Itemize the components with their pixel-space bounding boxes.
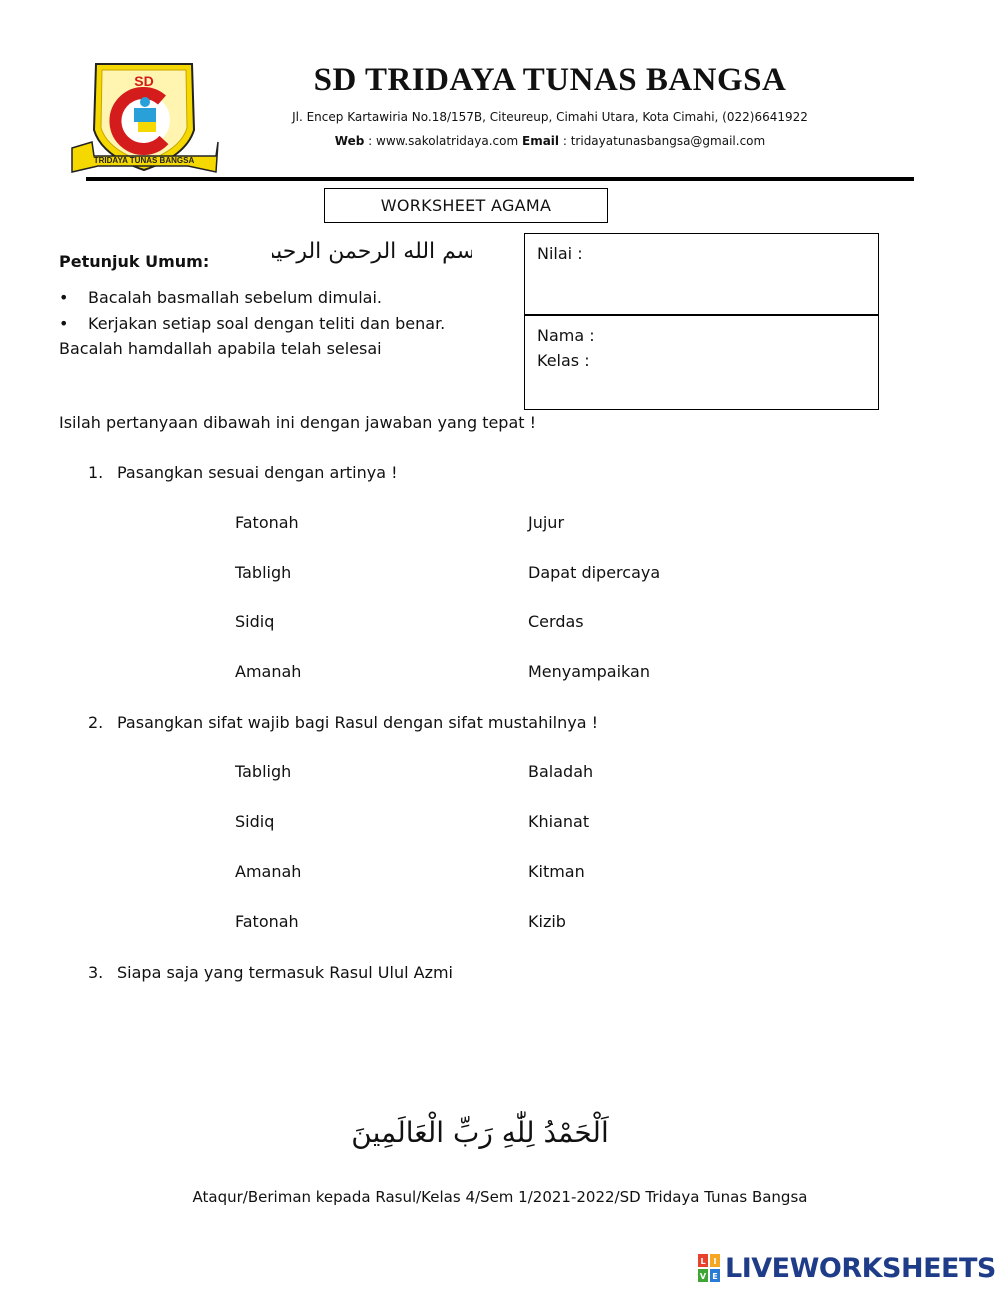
liveworksheets-logo-icon: [697, 1253, 721, 1283]
question-3: [88, 963, 453, 982]
instruction-bullet: • Kerjakan setiap soal dengan teliti dan benar.: [59, 314, 446, 333]
question-text: Pasangkan sesuai dengan artinya !: [117, 463, 398, 482]
main-instruction: Isilah pertanyaan dibawah ini dengan jawaban yang tepat !: [59, 413, 537, 432]
match-right-item[interactable]: Kizib: [528, 912, 566, 931]
match-right-item[interactable]: Kitman: [528, 862, 585, 881]
bullet-text: Kerjakan setiap soal dengan teliti dan benar.: [88, 314, 446, 333]
school-contact: [230, 134, 870, 148]
hamdalah-text: اَلْحَمْدُ لِلّٰهِ رَبِّ الْعَالَمِينَ: [351, 1116, 609, 1149]
web-value: : www.sakolatridaya.com: [368, 134, 519, 148]
bullet-text: Bacalah basmallah sebelum dimulai.: [88, 288, 383, 307]
match-left-item[interactable]: Tabligh: [235, 563, 292, 582]
school-name: SD TRIDAYA TUNAS BANGSA: [313, 62, 787, 98]
match-right-item[interactable]: Cerdas: [528, 612, 584, 631]
school-logo: [68, 60, 220, 180]
svg-text:I: I: [713, 1257, 717, 1266]
svg-text:E: E: [712, 1272, 718, 1281]
petunjuk-label: Petunjuk Umum:: [59, 252, 210, 271]
logo-initials: SD: [134, 73, 154, 89]
liveworksheets-brand[interactable]: [697, 1252, 996, 1284]
question-number: 1.: [88, 463, 104, 482]
svg-text:L: L: [700, 1257, 706, 1266]
match-right-item[interactable]: Khianat: [528, 812, 590, 831]
instruction-bullet: • Bacalah basmallah sebelum dimulai.: [59, 288, 383, 307]
question-text: Pasangkan sifat wajib bagi Rasul dengan sifat mustahilnya !: [117, 713, 599, 732]
match-right-item[interactable]: Jujur: [528, 513, 565, 532]
match-left-item[interactable]: Amanah: [235, 662, 302, 681]
nama-label: Nama :: [537, 326, 595, 345]
logo-banner: TRIDAYA TUNAS BANGSA: [93, 156, 195, 165]
email-value: : tridayatunasbangsa@gmail.com: [562, 134, 766, 148]
school-address: Jl. Encep Kartawiria No.18/157B, Citeureup, Cimahi Utara, Kota Cimahi, (022)6641922: [292, 110, 808, 124]
match-left-item[interactable]: Tabligh: [235, 762, 292, 781]
nilai-label: Nilai :: [537, 244, 583, 263]
match-left-item[interactable]: Sidiq: [235, 612, 275, 631]
header-divider: [86, 177, 914, 181]
basmalah-text: بسم الله الرحمن الرحيم: [272, 239, 472, 264]
closing-note: Bacalah hamdallah apabila telah selesai: [59, 339, 382, 358]
question-text: Siapa saja yang termasuk Rasul Ulul Azmi: [117, 963, 453, 982]
footer-note: Ataqur/Beriman kepada Rasul/Kelas 4/Sem 1/2021-2022/SD Tridaya Tunas Bangsa: [192, 1188, 808, 1206]
match-left-item[interactable]: Sidiq: [235, 812, 275, 831]
hamdalah-calligraphy: [330, 1100, 630, 1160]
question-1: [88, 463, 398, 482]
match-left-item[interactable]: Fatonah: [235, 912, 299, 931]
worksheet-title: WORKSHEET AGAMA: [324, 188, 608, 223]
identity-box[interactable]: [524, 314, 879, 410]
question-number: 2.: [88, 713, 104, 732]
question-2: [88, 713, 598, 732]
nilai-box[interactable]: [524, 233, 879, 316]
match-left-item[interactable]: Amanah: [235, 862, 302, 881]
match-left-item[interactable]: Fatonah: [235, 513, 299, 532]
match-right-item[interactable]: Dapat dipercaya: [528, 563, 661, 582]
email-label: Email: [522, 134, 560, 148]
basmalah-calligraphy: [272, 228, 472, 272]
kelas-label: Kelas :: [537, 351, 590, 370]
question-number: 3.: [88, 963, 104, 982]
web-label: Web: [334, 134, 365, 148]
svg-text:V: V: [699, 1272, 707, 1281]
match-right-item[interactable]: Menyampaikan: [528, 662, 650, 681]
match-right-item[interactable]: Baladah: [528, 762, 594, 781]
brand-text: LIVEWORKSHEETS: [725, 1252, 996, 1284]
